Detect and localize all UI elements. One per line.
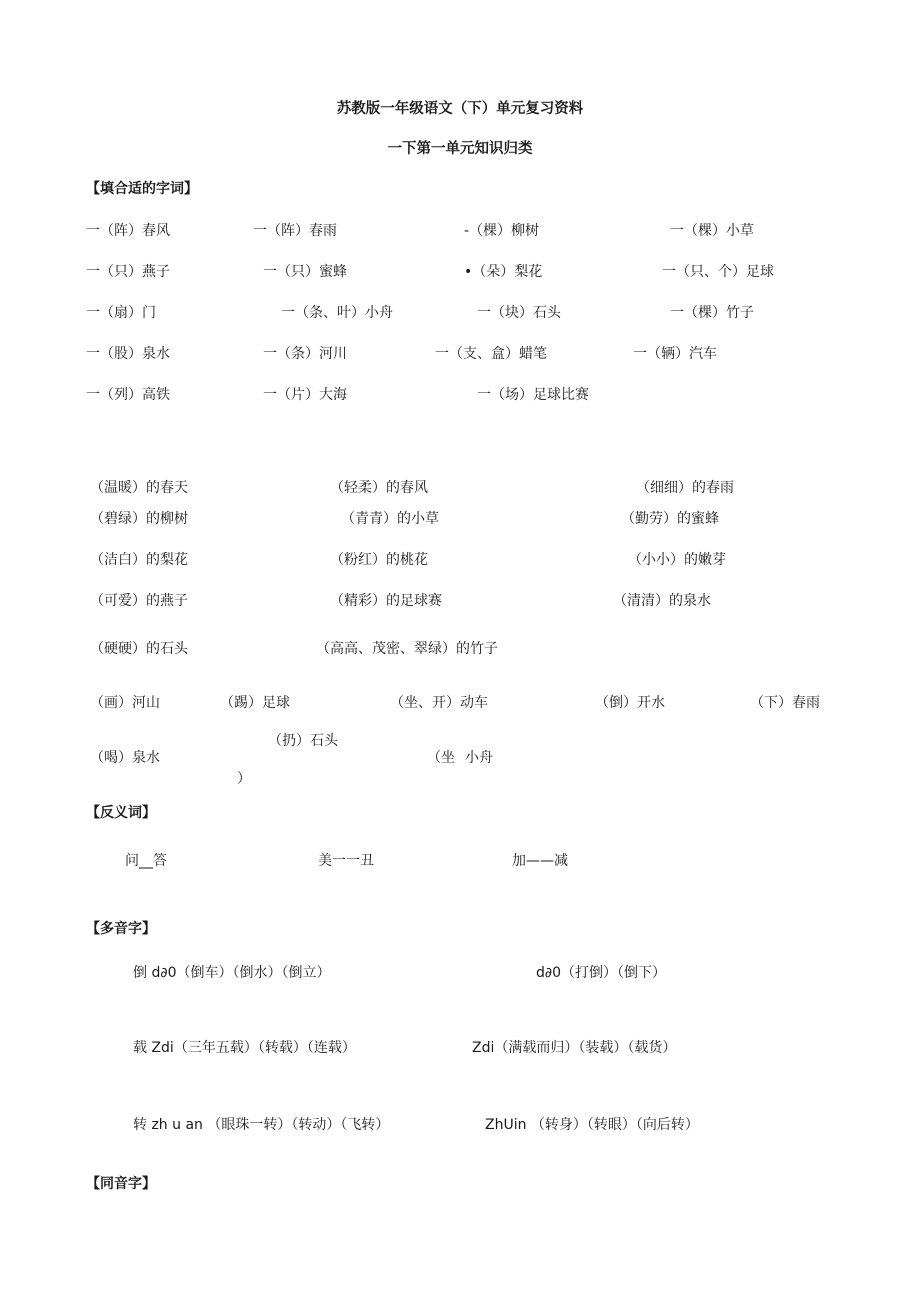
measure-item: 一（棵）小草 (670, 223, 754, 239)
verb-item: （倒）开水 (595, 695, 665, 711)
adj-item: （小小）的嫩芽 (628, 552, 726, 568)
adj-item: （青青）的小草 (341, 511, 439, 527)
measure-item: 一（辆）汽车 (633, 346, 717, 362)
measure-item: 一（条）河川 (263, 346, 347, 362)
adj-item: （硬硬）的石头 (90, 641, 188, 657)
polyphone-line: 转 zh u an （眼珠一转）（转动）（飞转） (133, 1117, 390, 1133)
antonym-item: 加——减 (512, 853, 568, 869)
adj-item: （高高、茂密、翠绿）的竹子 (316, 641, 498, 657)
measure-item: •（朵）梨花 (464, 264, 543, 280)
verb-item: （喝）泉水 (90, 750, 160, 766)
verb-item: 小舟 (465, 750, 493, 766)
adj-item: （精彩）的足球赛 (330, 593, 442, 609)
antonym-item: 问__答 (125, 853, 167, 869)
measure-item: 一（阵）春雨 (253, 223, 337, 239)
polyphone-line: d∂0（打倒）（倒下） (536, 965, 667, 981)
polyphone-line: 载 Zdi（三年五载）（转载）（连载） (133, 1040, 356, 1056)
measure-item: 一（列）高铁 (86, 387, 170, 403)
polyphone-line: Zdi（满载而归）（装载）（载货） (472, 1040, 677, 1056)
antonym-item: 美一一丑 (318, 853, 374, 869)
measure-item: 一（只）燕子 (86, 264, 170, 280)
measure-item: 一（片）大海 (263, 387, 347, 403)
measure-item: -（棵）柳树 (464, 223, 540, 239)
verb-item: （坐 (427, 750, 455, 766)
measure-item: 一（条、叶）小舟 (281, 305, 393, 321)
measure-item: 一（阵）春风 (86, 223, 170, 239)
measure-item: 一（块）石头 (477, 305, 561, 321)
verb-item: （下）春雨 (750, 695, 820, 711)
measure-item: 一（股）泉水 (86, 346, 170, 362)
page-subtitle: 一下第一单元知识归类 (387, 141, 533, 157)
polyphone-heading: 【多音字】 (86, 921, 156, 937)
verb-item: （扔）石头 (268, 733, 338, 749)
polyphone-line: 倒 d∂0（倒车）（倒水）（倒立） (133, 965, 331, 981)
verb-item: （坐、开）动车 (390, 695, 488, 711)
measure-item: 一（只）蜜蜂 (263, 264, 347, 280)
adj-item: （清清）的泉水 (613, 593, 711, 609)
adj-item: （可爱）的燕子 (90, 593, 188, 609)
fill-words-heading: 【填合适的字词】 (86, 181, 198, 197)
adj-item: （细细）的春雨 (636, 480, 734, 496)
measure-item: 一（扇）门 (86, 305, 156, 321)
measure-item: 一（只、个）足球 (662, 264, 774, 280)
polyphone-line: ZhUin （转身）（转眼）（向后转） (485, 1117, 699, 1133)
stray-paren: ） (237, 771, 251, 787)
verb-item: （画）河山 (90, 695, 160, 711)
antonym-heading: 【反义词】 (86, 805, 156, 821)
adj-item: （温暖）的春天 (90, 480, 188, 496)
measure-item: 一（支、盒）蜡笔 (435, 346, 547, 362)
adj-item: （洁白）的梨花 (90, 552, 188, 568)
page-title: 苏教版一年级语文（下）单元复习资料 (336, 101, 584, 117)
adj-item: （勤劳）的蜜蜂 (621, 511, 719, 527)
adj-item: （粉红）的桃花 (330, 552, 428, 568)
adj-item: （轻柔）的春风 (330, 480, 428, 496)
homophone-heading: 【同音字】 (86, 1176, 156, 1192)
verb-item: （踢）足球 (220, 695, 290, 711)
adj-item: （碧绿）的柳树 (90, 511, 188, 527)
measure-item: 一（棵）竹子 (670, 305, 754, 321)
measure-item: 一（场）足球比赛 (477, 387, 589, 403)
